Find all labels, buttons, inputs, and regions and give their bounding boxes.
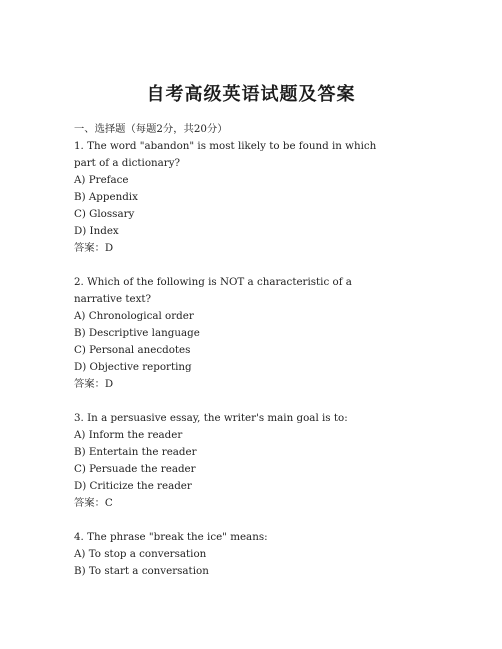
question-stem-line: 3. In a persuasive essay, the writer's main goal is to: [74, 412, 348, 424]
answer-line: 答案：D [74, 242, 114, 254]
question-1 [74, 138, 414, 257]
blank-line [74, 512, 414, 529]
option-a: A) Chronological order [74, 310, 194, 322]
option-d: D) Objective reporting [74, 361, 192, 373]
option-a: A) Inform the reader [74, 429, 183, 441]
question-3 [74, 410, 414, 512]
option-c: C) Glossary [74, 208, 135, 220]
blank-line [74, 393, 414, 410]
question-stem-line: narrative text? [74, 293, 152, 305]
question-4 [74, 529, 414, 580]
option-a: A) To stop a conversation [74, 548, 207, 560]
blank-line [74, 257, 414, 274]
question-2 [74, 274, 414, 393]
answer-line: 答案：D [74, 378, 114, 390]
option-a: A) Preface [74, 174, 129, 186]
option-b: B) Descriptive language [74, 327, 200, 339]
question-stem-line: 2. Which of the following is NOT a characteristic of a [74, 276, 352, 288]
option-b: B) To start a conversation [74, 565, 209, 577]
document-body [74, 121, 414, 580]
option-b: B) Appendix [74, 191, 138, 203]
document-title: 自考高级英语试题及答案 [146, 84, 356, 105]
answer-line: 答案：C [74, 497, 113, 509]
question-stem-line: 1. The word "abandon" is most likely to be found in which [74, 140, 377, 152]
option-d: D) Criticize the reader [74, 480, 192, 492]
option-c: C) Personal anecdotes [74, 344, 191, 356]
option-d: D) Index [74, 225, 119, 237]
question-stem-line: 4. The phrase "break the ice" means: [74, 531, 268, 543]
section-heading: 一、选择题（每题2分，共20分） [74, 123, 228, 135]
question-stem-line: part of a dictionary? [74, 157, 181, 169]
option-c: C) Persuade the reader [74, 463, 196, 475]
option-b: B) Entertain the reader [74, 446, 197, 458]
